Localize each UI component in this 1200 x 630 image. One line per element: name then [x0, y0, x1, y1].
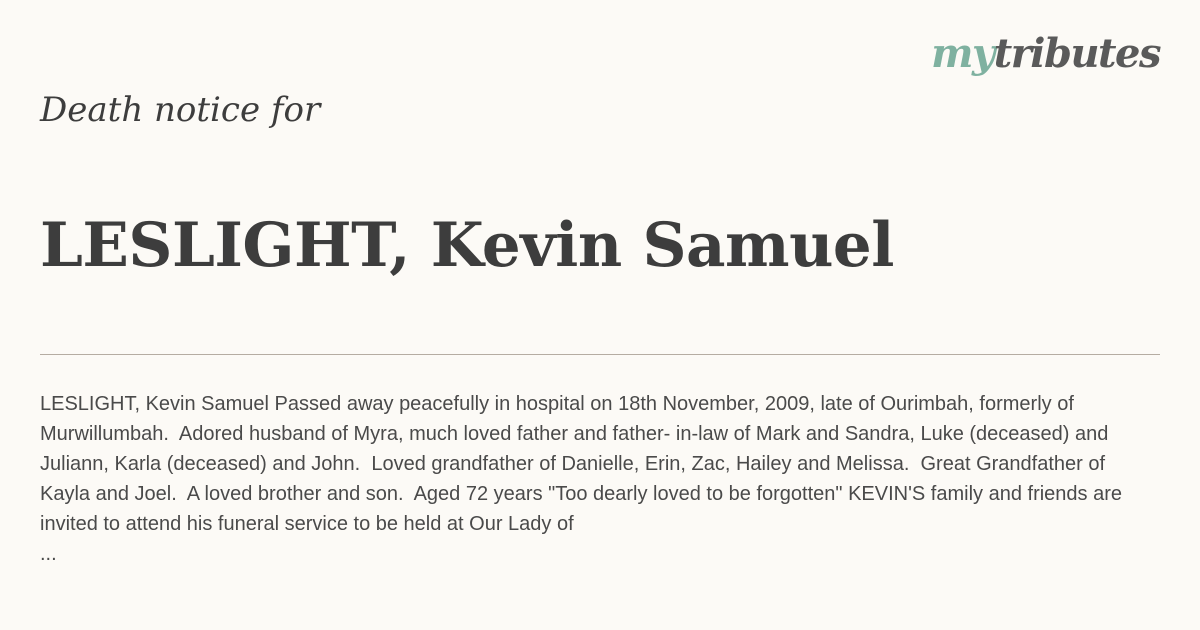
- notice-subtitle: Death notice for: [40, 90, 321, 130]
- notice-text: LESLIGHT, Kevin Samuel Passed away peacefully in hospital on 18th November, 2009, late of Ourimbah, formerly of Murwillumbah. Adored husband of Myra, much loved father and father- in-law of Mark and Sandra, Luke (deceased) and Juliann, Karla (deceased) and John. Loved grandfather of Danielle, Erin, Zac, Hailey and Melissa. Great Grandfather of Kayla and Joel. A loved brother and son. Aged 72 years "Too dearly loved to be forgotten" KEVIN'S family and friends are invited to attend his funeral service to be held at Our Lady of: [40, 393, 1128, 535]
- divider: [40, 354, 1160, 355]
- mytributes-logo[interactable]: [931, 30, 1160, 77]
- logo-part-my: my: [931, 30, 994, 77]
- logo-part-tributes: tributes: [993, 30, 1160, 77]
- deceased-name: LESLIGHT, Kevin Samuel: [40, 210, 894, 281]
- notice-ellipsis: ...: [40, 543, 57, 565]
